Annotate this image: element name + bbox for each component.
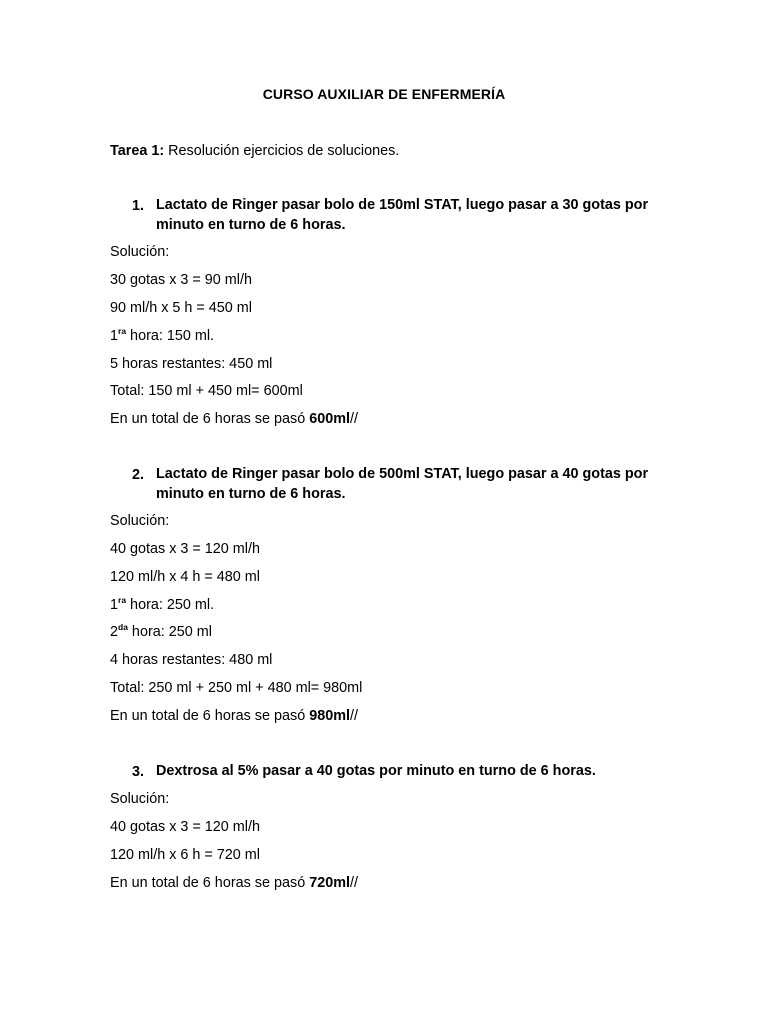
exercise-number: 2. <box>132 467 145 483</box>
result-value: 600ml <box>309 411 351 427</box>
total-line: Total: 150 ml + 450 ml= 600ml <box>110 383 303 399</box>
result-line: En un total de 6 horas se pasó 600ml// <box>110 411 359 427</box>
result-value: 720ml <box>309 875 351 891</box>
calc-line: 90 ml/h x 5 h = 450 ml <box>110 300 252 316</box>
remaining-hours-line: 5 horas restantes: 450 ml <box>110 356 273 372</box>
solution-label: Solución: <box>110 513 170 529</box>
task-line <box>110 142 399 160</box>
document-title: CURSO AUXILIAR DE ENFERMERÍA <box>262 86 506 102</box>
exercise-question: Lactato de Ringer pasar bolo de 500ml STAT, luego pasar a 40 gotas por minuto en turno de 6 horas. <box>156 466 649 502</box>
result-line: En un total de 6 horas se pasó 980ml// <box>110 708 359 724</box>
result-value: 980ml <box>309 708 351 724</box>
exercise-number: 1. <box>132 198 145 214</box>
exercise-question: Dextrosa al 5% pasar a 40 gotas por minuto en turno de 6 horas. <box>156 763 596 779</box>
total-line: Total: 250 ml + 250 ml + 480 ml= 980ml <box>110 680 363 696</box>
calc-line: 40 gotas x 3 = 120 ml/h <box>110 541 260 557</box>
calc-line: 40 gotas x 3 = 120 ml/h <box>110 819 260 835</box>
calc-line: 120 ml/h x 6 h = 720 ml <box>110 847 260 863</box>
remaining-hours-line: 4 horas restantes: 480 ml <box>110 652 273 668</box>
solution-label: Solución: <box>110 244 170 260</box>
task-text: Resolución ejercicios de soluciones. <box>164 143 400 159</box>
exercise-question: Lactato de Ringer pasar bolo de 150ml STAT, luego pasar a 30 gotas por minuto en turno de 6 horas. <box>156 197 649 233</box>
result-line: En un total de 6 horas se pasó 720ml// <box>110 875 359 891</box>
solution-label: Solución: <box>110 791 170 807</box>
task-label: Tarea 1: <box>110 143 165 159</box>
calc-line: 30 gotas x 3 = 90 ml/h <box>110 272 252 288</box>
calc-line: 120 ml/h x 4 h = 480 ml <box>110 569 260 585</box>
exercise-number: 3. <box>132 764 145 780</box>
second-hour-line: $2^{da}$ hora: 250 ml <box>110 622 212 640</box>
first-hour-line: $1^{ra}$ hora: 150 ml. <box>110 326 215 344</box>
first-hour-line: $1^{ra}$ hora: 250 ml. <box>110 595 215 613</box>
